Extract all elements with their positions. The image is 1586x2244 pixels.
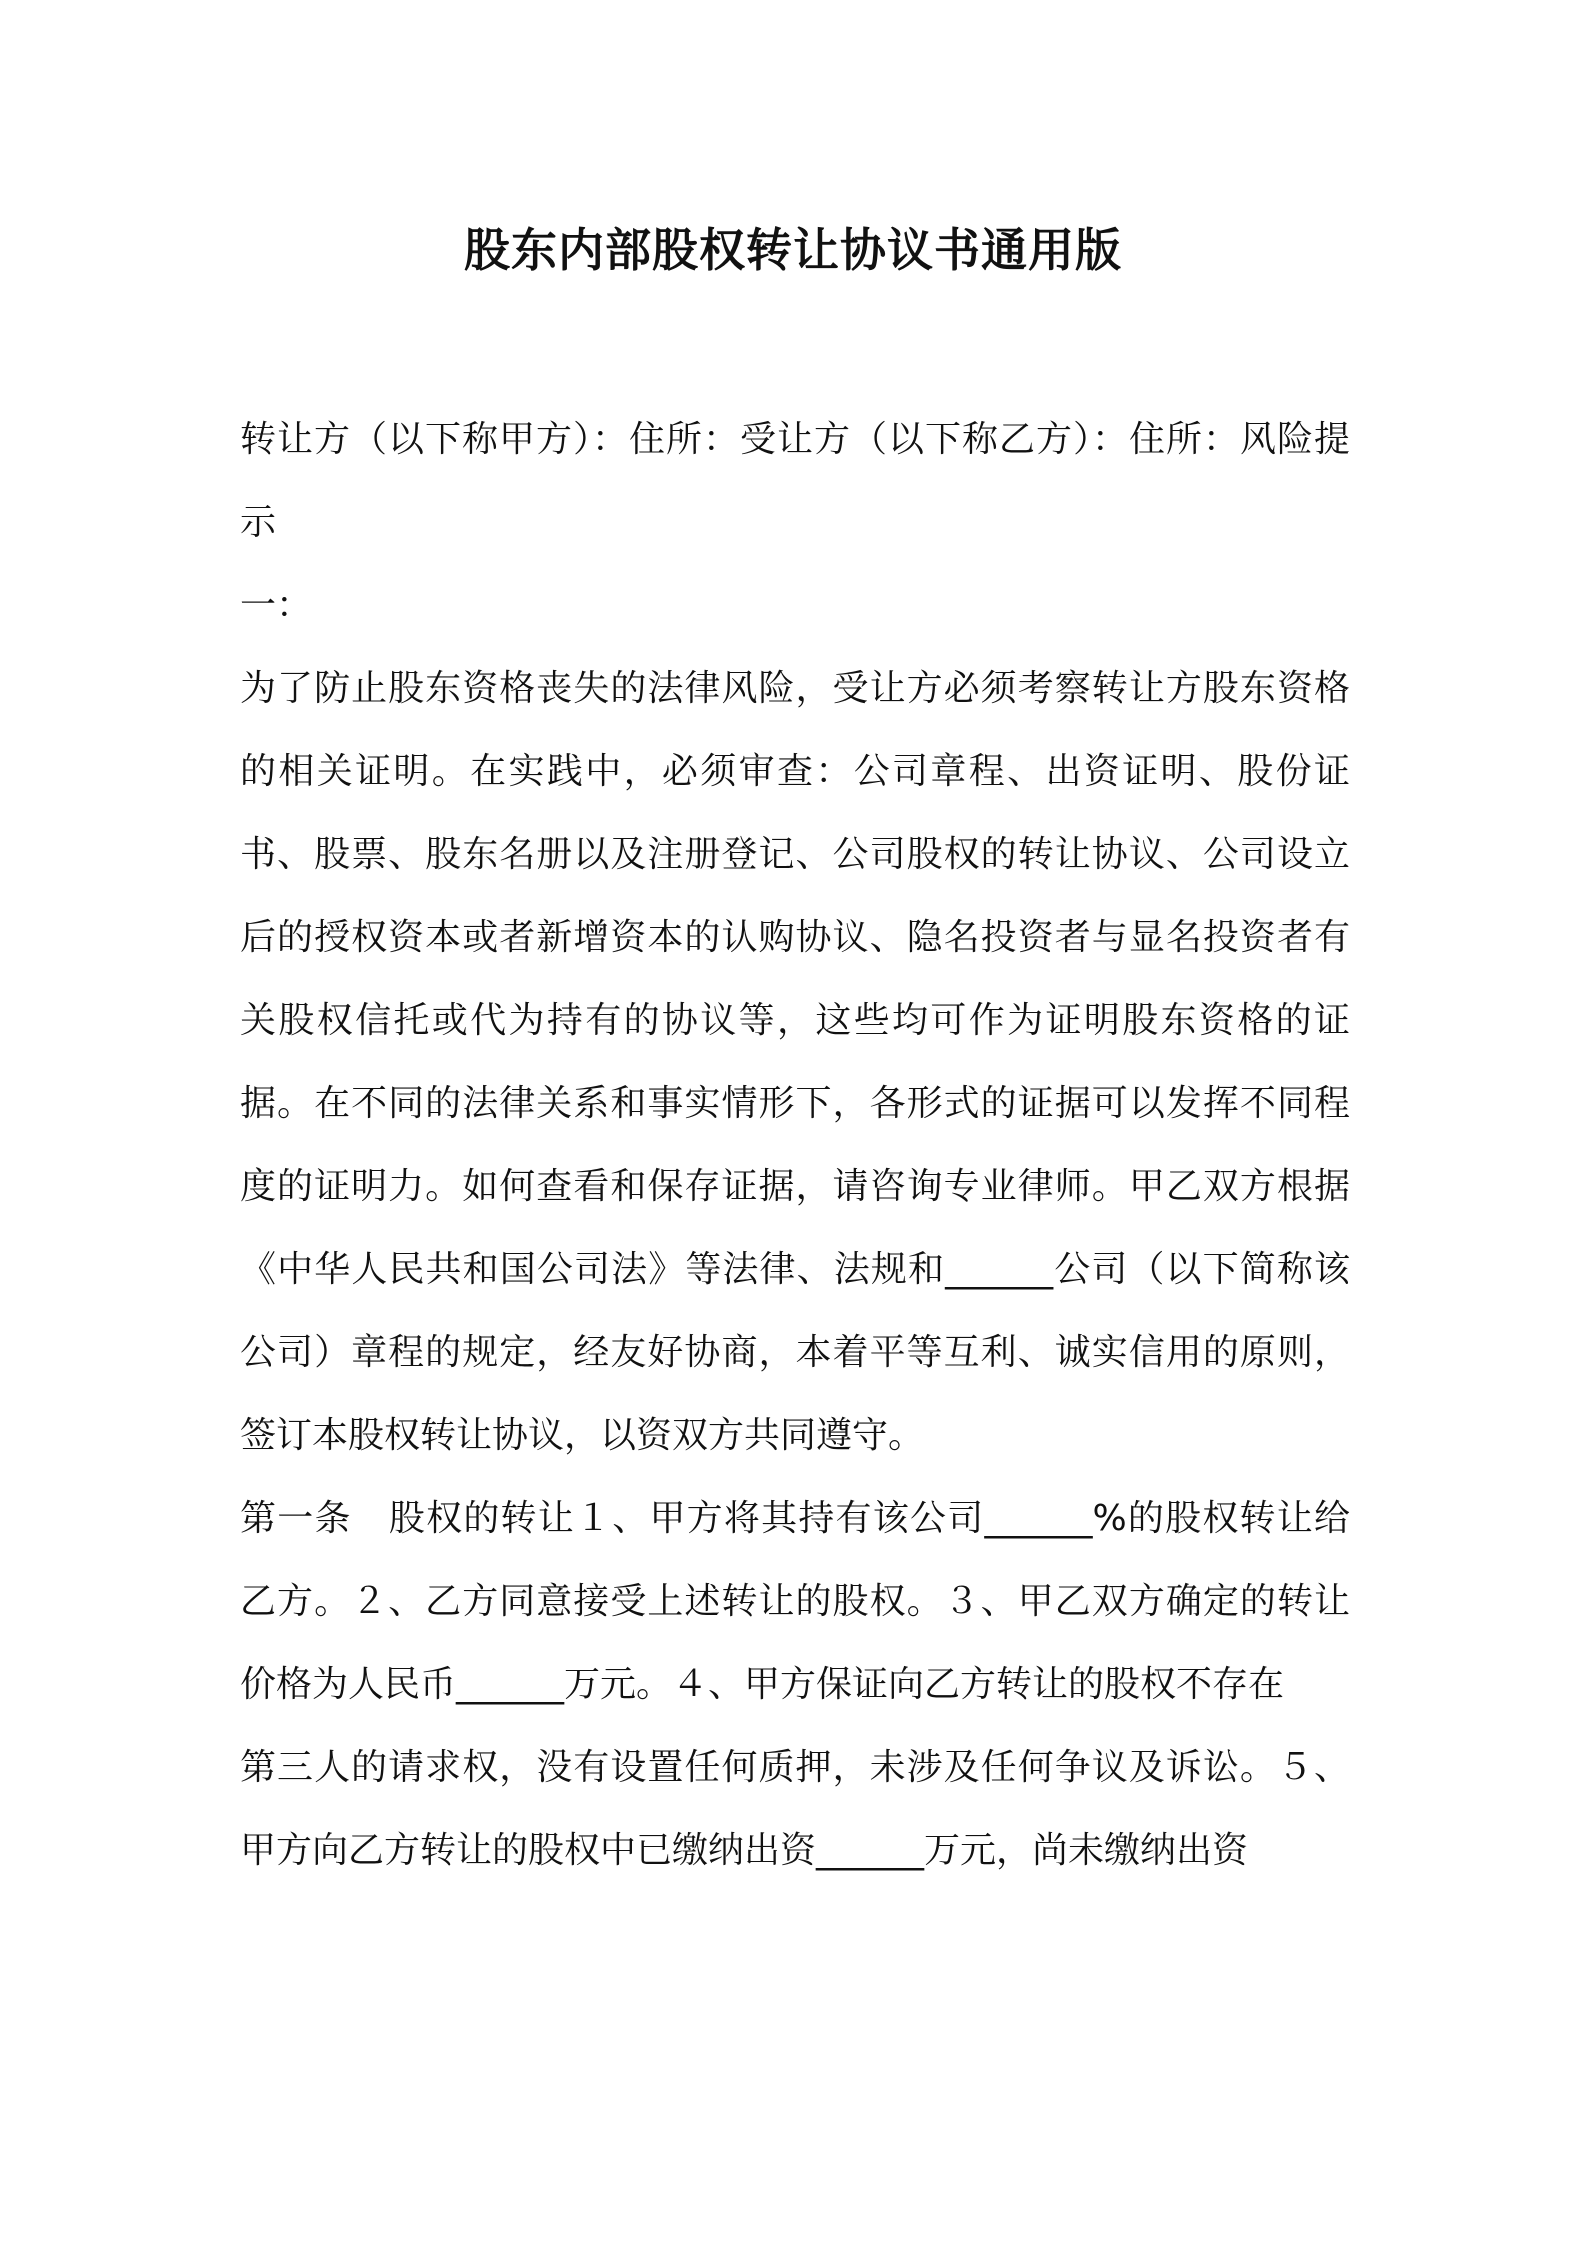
paragraph-risk-notice: 为了防止股东资格丧失的法律风险，受让方必须考察转让方股东资格的相关证明。在实践中，必须审查：公司章程、出资证明、股份证书、股票、股东名册以及注册登记、公司股权的转让协议、公司设立后的授权资本或者新增资本的认购协议、隐名投资者与显名投资者有关股权信托或代为持有的协议等，这些均可作为证明股东资格的证据。在不同的法律关系和事实情形下，各形式的证据可以发挥不同程度的证明力。如何查看和保存证据，请咨询专业律师。甲乙双方根据《中华人民共和国公司法》等法律、法规和______公司（以下简称该公司）章程的规定，经友好协商，本着平等互利、诚实信用的原则，签订本股权转让协议，以资双方共同遵守。	[240, 668, 1350, 1456]
paragraph-article-one-continued: 第三人的请求权，没有设置任何质押，未涉及任何争议及诉讼。５、甲方向乙方转让的股权中已缴纳出资______万元，尚未缴纳出资	[240, 1747, 1350, 1871]
document-body	[240, 398, 1350, 1892]
paragraph-risk-number: 一：	[240, 585, 313, 626]
paragraph-parties: 转让方（以下称甲方）：住所：受让方（以下称乙方）：住所：风险提示	[240, 419, 1350, 543]
document-title: 股东内部股权转让协议书通用版	[464, 223, 1122, 277]
paragraph-article-one: 第一条 股权的转让１、甲方将其持有该公司______%的股权转让给乙方。２、乙方同意接受上述转让的股权。３、甲乙双方确定的转让价格为人民币______万元。４、甲方保证向乙方转让的股权不存在	[240, 1498, 1350, 1705]
